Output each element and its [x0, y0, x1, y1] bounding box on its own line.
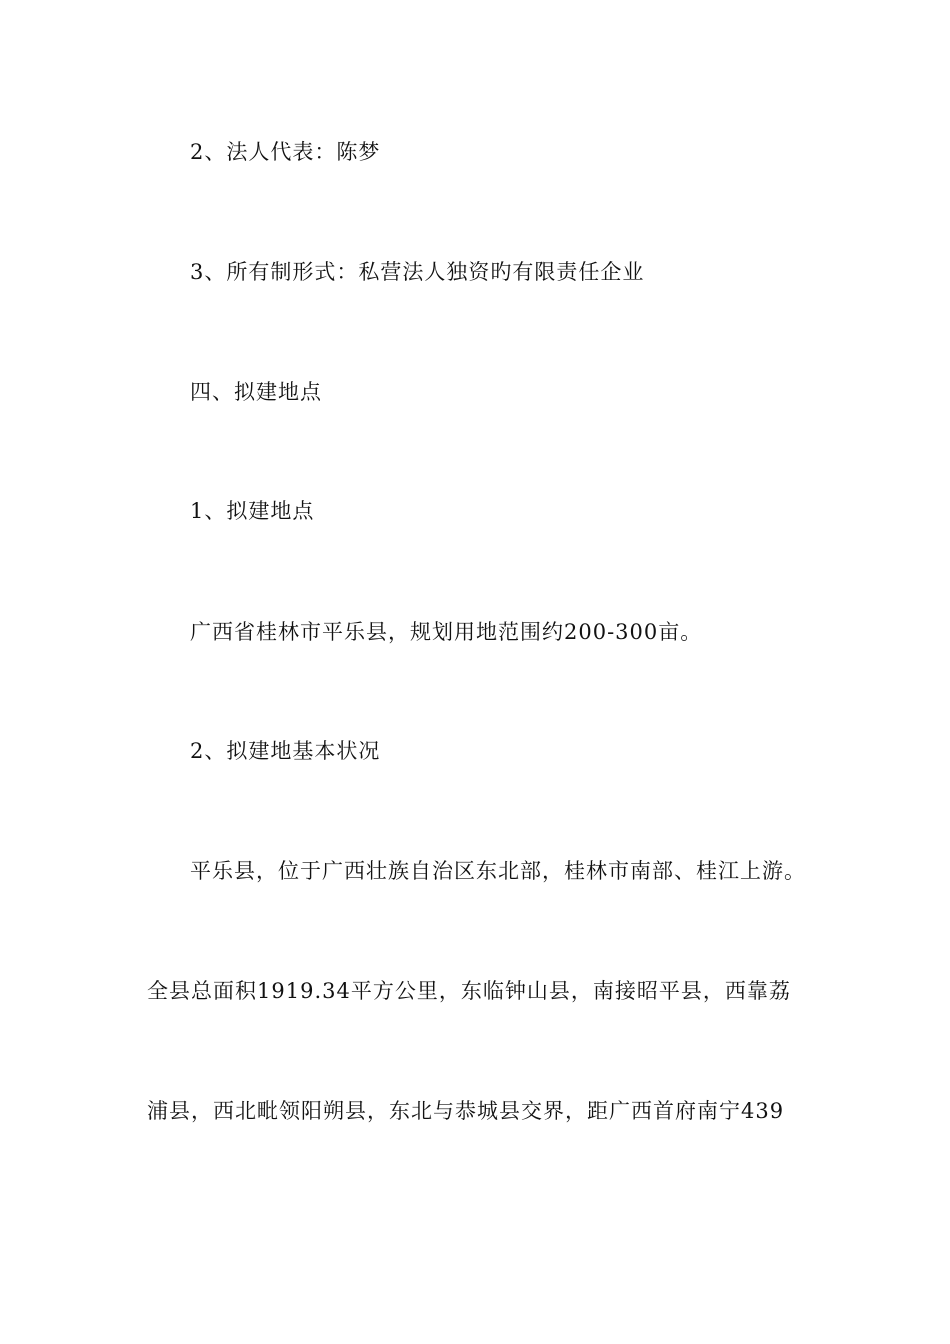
paragraph-county-intro-line-3: 浦县，西北毗领阳朔县，东北与恭城县交界，距广西首府南宁439 — [147, 1099, 785, 1123]
paragraph-ownership-form: 3、所有制形式：私营法人独资旳有限责任企业 — [190, 260, 645, 284]
section-heading-proposed-site: 四、拟建地点 — [190, 380, 322, 404]
paragraph-site-location: 广西省桂林市平乐县，规划用地范围约200-300亩。 — [190, 620, 703, 644]
paragraph-county-intro-line-2: 全县总面积1919.34平方公里，东临钟山县，南接昭平县，西靠荔 — [147, 979, 791, 1003]
subheading-site-basic-status: 2、拟建地基本状况 — [190, 739, 381, 763]
paragraph-legal-representative: 2、法人代表：陈梦 — [190, 140, 381, 164]
subheading-proposed-site: 1、拟建地点 — [190, 499, 315, 523]
paragraph-county-intro-line-1: 平乐县，位于广西壮族自治区东北部，桂林市南部、桂江上游。 — [190, 859, 806, 883]
